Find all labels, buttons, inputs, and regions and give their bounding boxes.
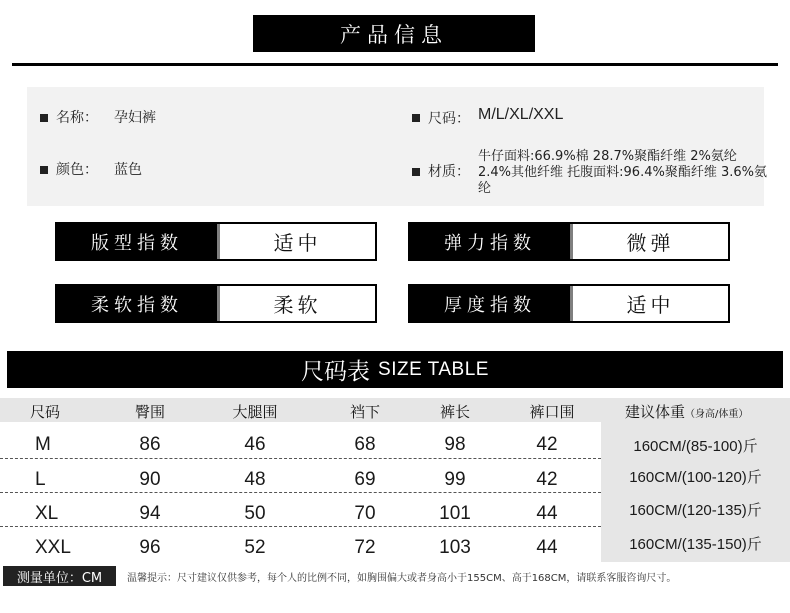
row-crotch: 70 (354, 503, 376, 524)
row-hip: 96 (139, 537, 161, 558)
header-hem: 裤口围 (529, 403, 575, 421)
thickness-index-value: 适中 (570, 286, 728, 321)
row-thigh: 52 (244, 537, 266, 558)
name-label: 名称： (56, 110, 98, 126)
stretch-index-value: 微弹 (570, 224, 728, 259)
info-material (412, 149, 770, 197)
header-weight-label: 建议体重 (625, 403, 686, 421)
row-hip: 90 (139, 469, 161, 490)
header-weight (625, 401, 748, 422)
color-value: 蓝色 (114, 162, 142, 178)
page-title: 产品信息 (253, 15, 535, 52)
bullet-icon (40, 114, 48, 122)
row-weight: 160CM/(135-150)斤 (629, 536, 762, 553)
softness-index-value: 柔软 (217, 286, 375, 321)
header-thigh: 大腿围 (232, 403, 278, 421)
header-length: 裤长 (439, 403, 470, 421)
row-size: L (35, 469, 46, 490)
row-length: 101 (439, 503, 471, 524)
row-length: 99 (444, 469, 466, 490)
row-divider (0, 458, 601, 459)
info-size (412, 106, 563, 128)
color-label: 颜色： (56, 162, 98, 178)
material-label: 材质： (428, 164, 470, 180)
row-length: 98 (444, 434, 466, 455)
row-hem: 44 (536, 537, 558, 558)
bullet-icon (412, 114, 420, 122)
info-color (40, 159, 142, 179)
header-weight-note: （身高/体重） (685, 409, 749, 420)
row-thigh: 50 (244, 503, 266, 524)
size-label: 尺码： (428, 111, 470, 127)
size-table-title-cn: 尺码表 (301, 359, 371, 385)
size-value: M/L/XL/XXL (478, 106, 564, 123)
size-note: 温馨提示：尺寸建议仅供参考，每个人的比例不同，如胸围偏大或者身高小于155CM、高于168CM，请联系客服咨询尺寸。 (127, 573, 677, 584)
row-thigh: 46 (244, 434, 266, 455)
header-crotch: 裆下 (349, 403, 380, 421)
row-divider (0, 526, 601, 527)
size-table-banner (7, 351, 783, 388)
fit-index-value: 适中 (217, 224, 375, 259)
row-divider (0, 492, 601, 493)
row-crotch: 69 (354, 469, 376, 490)
row-hip: 94 (139, 503, 161, 524)
row-size: M (35, 434, 51, 455)
header-hip: 臀围 (134, 403, 165, 421)
name-value: 孕妇裤 (114, 110, 156, 126)
row-weight: 160CM/(120-135)斤 (629, 502, 762, 519)
fit-index-label: 版型指数 (57, 224, 217, 259)
bullet-icon (412, 168, 420, 176)
material-value: 牛仔面料:66.9%棉 28.7%聚酯纤维 2%氨纶 2.4%其他纤维 托腹面料:96.4%聚酯纤维 3.6%氨纶 (478, 149, 767, 196)
stretch-index (408, 222, 730, 261)
row-hem: 42 (536, 434, 558, 455)
info-name (40, 107, 156, 127)
row-weight: 160CM/(85-100)斤 (633, 438, 758, 455)
header-size: 尺码 (30, 403, 61, 421)
row-weight: 160CM/(100-120)斤 (629, 469, 762, 486)
row-hem: 44 (536, 503, 558, 524)
softness-index-label: 柔软指数 (57, 286, 217, 321)
stretch-index-label: 弹力指数 (410, 224, 570, 259)
row-hip: 86 (139, 434, 161, 455)
product-info-panel (27, 87, 767, 206)
row-hem: 42 (536, 469, 558, 490)
row-length: 103 (439, 537, 471, 558)
size-table-title-en: SIZE TABLE (378, 358, 489, 380)
divider (12, 63, 778, 66)
row-size: XL (35, 503, 59, 524)
bullet-icon (40, 166, 48, 174)
measurement-unit-badge: 测量单位：CM (3, 566, 116, 586)
thickness-index (408, 284, 730, 323)
fit-index (55, 222, 377, 261)
row-size: XXL (35, 537, 71, 558)
softness-index (55, 284, 377, 323)
row-crotch: 68 (354, 434, 376, 455)
thickness-index-label: 厚度指数 (410, 286, 570, 321)
row-thigh: 48 (244, 469, 266, 490)
row-crotch: 72 (354, 537, 376, 558)
